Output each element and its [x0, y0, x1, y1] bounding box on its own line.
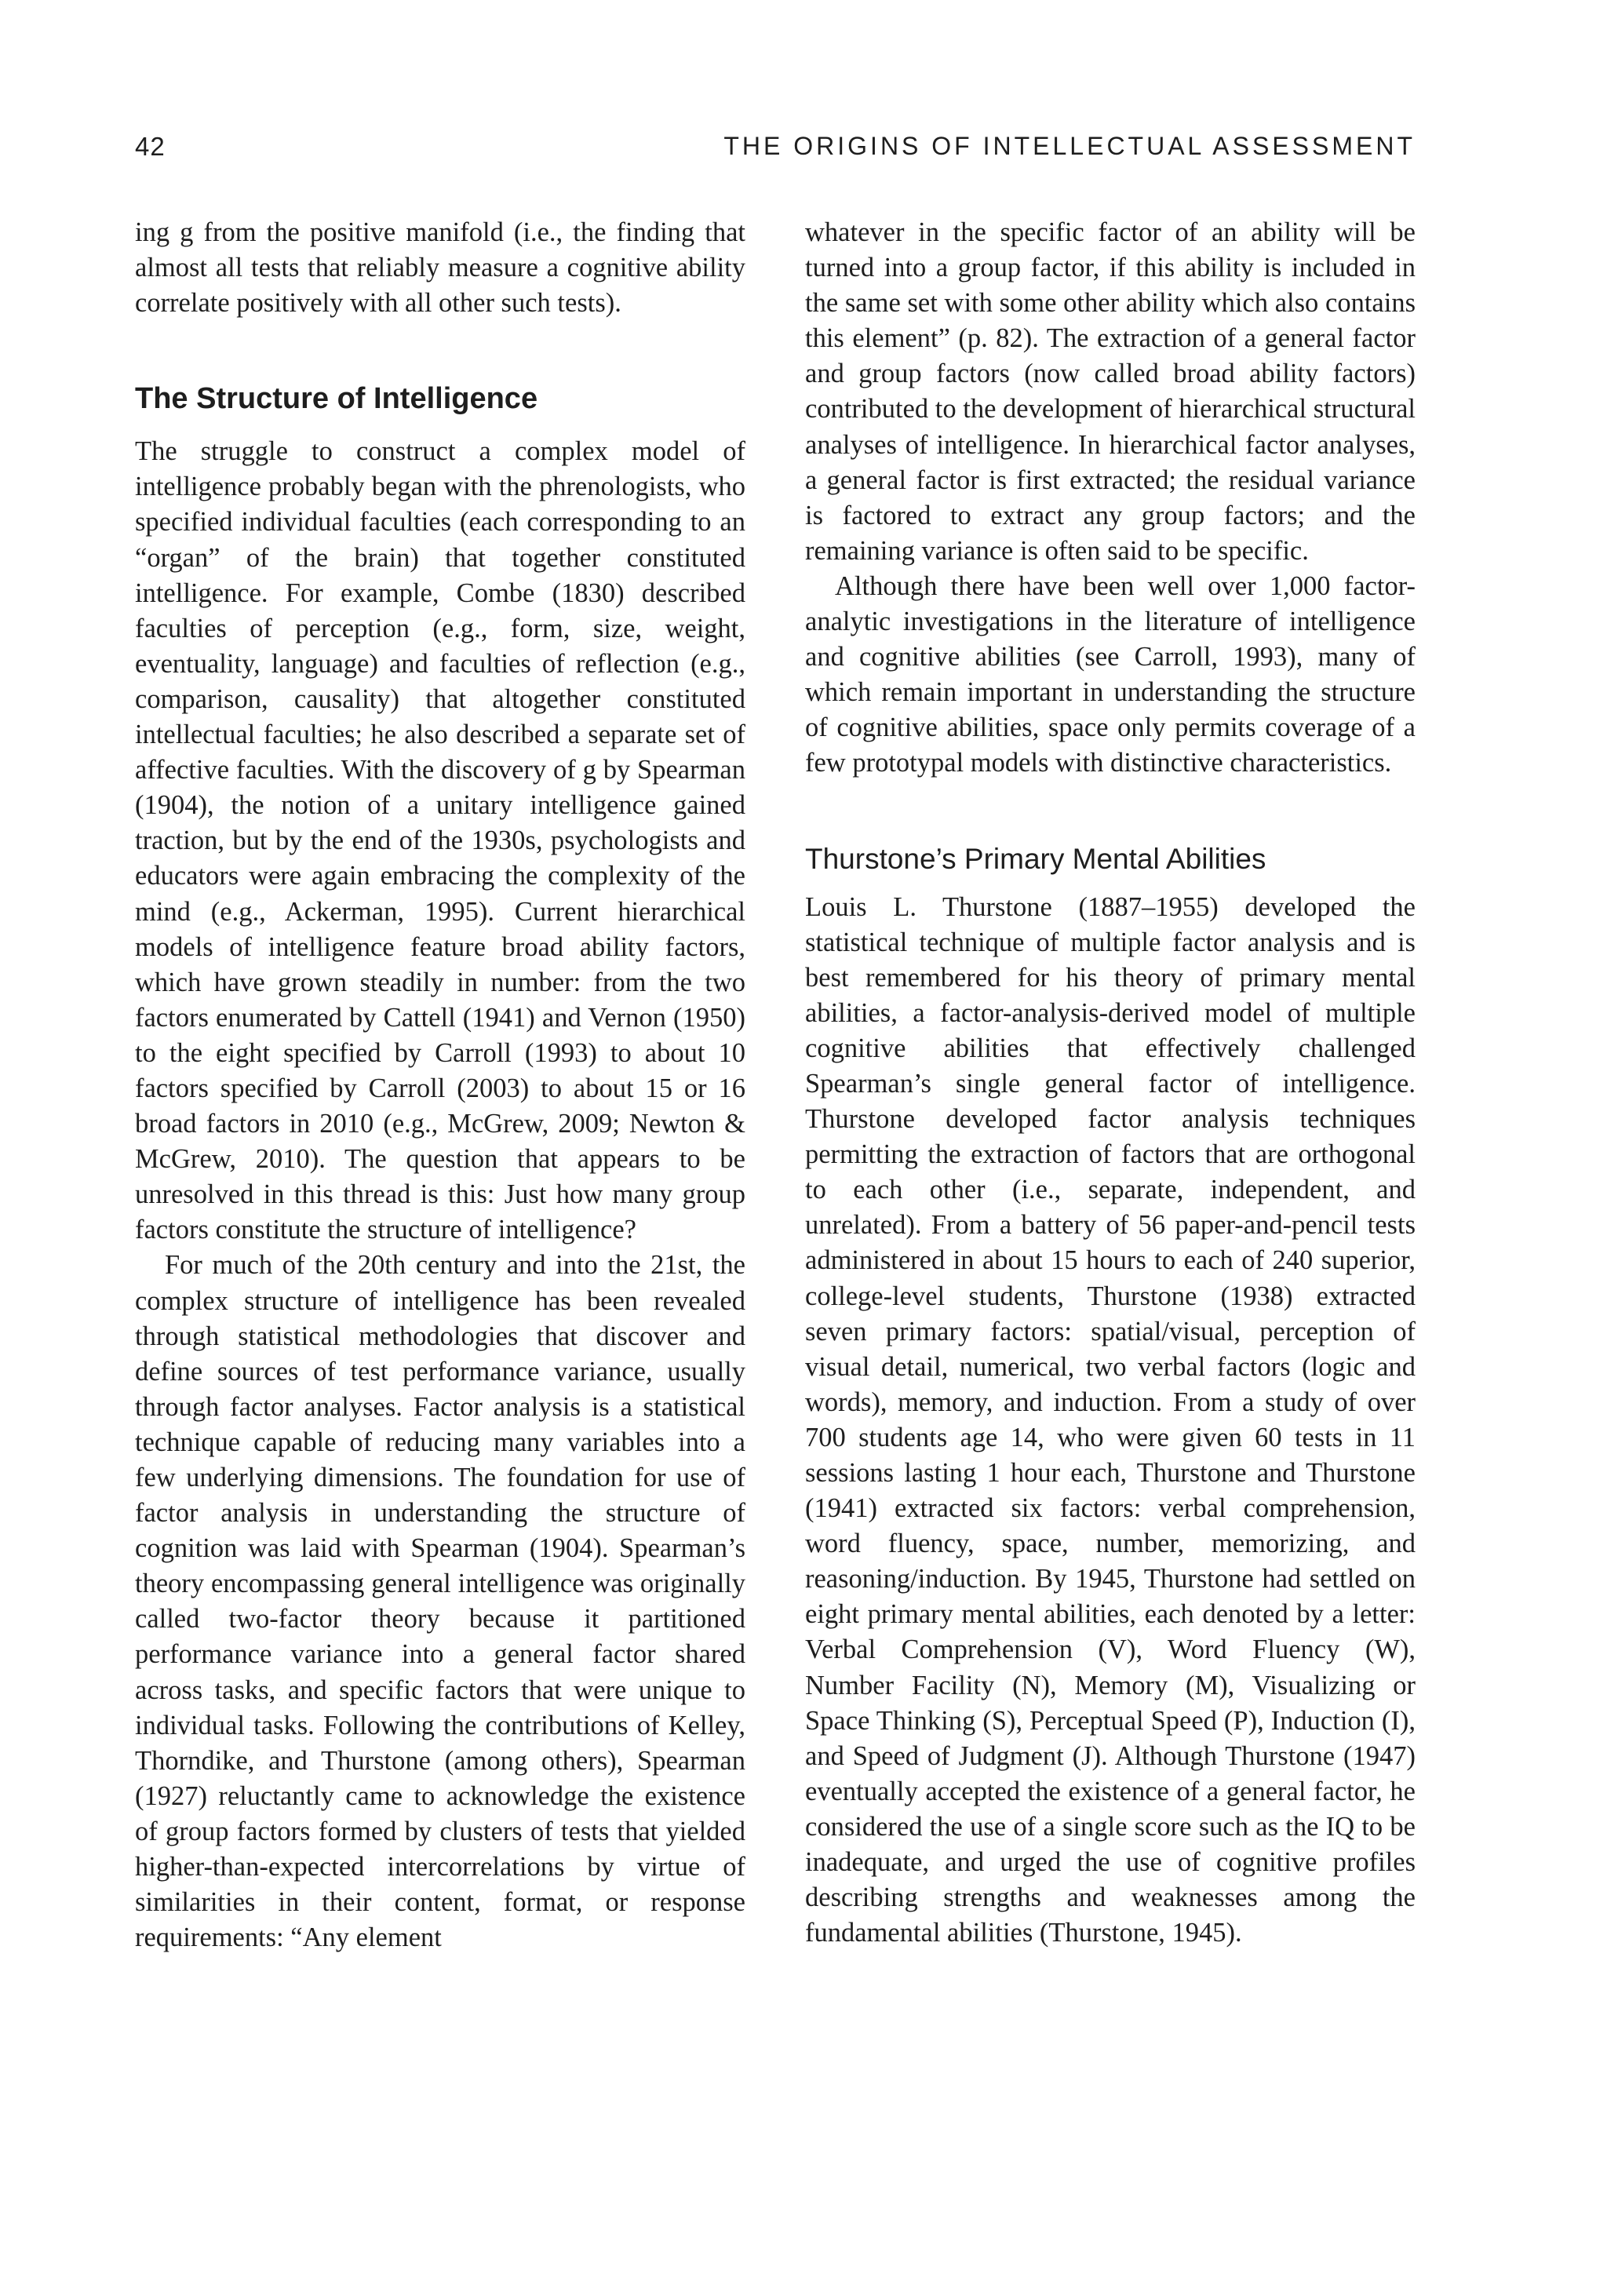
left-column: [135, 215, 745, 1955]
page-header: [135, 132, 1416, 179]
subsection-heading: Thurstone’s Primary Mental Abilities: [805, 842, 1266, 875]
paragraph: For much of the 20th century and into the 21st, the complex structure of intelligence has been revealed through statistical methodologies that discover and define sources of test performance variance, usually through factor analyses. Factor analysis is a statistical technique capable of reducing many variables into a few underlying dimensions. The foundation for use of factor analysis in understanding the structure of cognition was laid with Spearman (1904). Spearman’s theory encompassing general intelligence was originally called two-factor theory because it partitioned performance variance into a general factor shared across tasks, and specific factors that were unique to individual tasks. Following the contributions of Kelley, Thorndike, and Thurstone (among others), Spearman (1927) reluctantly came to acknowledge the existence of group factors formed by clusters of tests that yielded higher-than-expected intercorrelations by virtue of similarities in their content, format, or response requirements: “Any element: [135, 1250, 745, 1953]
paragraph: Louis L. Thurstone (1887–1955) developed the statistical technique of multiple factor analysis and is best remembered for his theory of primary mental abilities, a factor-analysis-derived model of multiple cognitive abilities that effectively challenged Spearman’s single general factor of intelligence. Thurstone developed factor analysis techniques permitting the extraction of factors that are orthogonal to each other (i.e., separate, independent, and unrelated). From a battery of 56 paper-and-pencil tests administered in about 15 hours to each of 240 superior, college-level students, Thurstone (1938) extracted seven primary factors: spatial/visual, perception of visual detail, numerical, two verbal factors (logic and words), memory, and induction. From a study of over 700 students age 14, who were given 60 tests in 11 sessions lasting 1 hour each, Thurstone and Thurstone (1941) extracted six factors: verbal comprehension, word fluency, space, number, memorizing, and reasoning/induction. By 1945, Thurstone had settled on eight primary mental abilities, each denoted by a letter: Verbal Comprehension (V), Word Fluency (W), Number Facility (N), Memory (M), Visualizing or Space Thinking (S), Perceptual Speed (P), Induction (I), and Speed of Judgment (J). Although Thurstone (1947) eventually accepted the existence of a general factor, he considered the use of a single score such as the IQ to be inadequate, and urged the use of cognitive profiles describing strengths and weaknesses among the fundamental abilities (Thurstone, 1945).: [805, 891, 1416, 1948]
running-head: THE ORIGINS OF INTELLECTUAL ASSESSMENT: [723, 132, 1416, 160]
paragraph: The struggle to construct a complex model of intelligence probably began with the phrenologists, who specified individual faculties (each corresponding to an “organ” of the brain) that together constituted intelligence. For example, Combe (1830) described faculties of perception (e.g., form, size, weight, eventuality, language) and faculties of reflection (e.g., comparison, causality) that altogether constituted intellectual faculties; he also described a separate set of affective faculties. With the discovery of g by Spearman (1904), the notion of a unitary intelligence gained traction, but by the end of the 1930s, psychologists and educators were again embracing the complexity of the mind (e.g., Ackerman, 1995). Current hierarchical models of intelligence feature broad ability factors, which have grown steadily in number: from the two factors enumerated by Cattell (1941) and Vernon (1950) to the eight specified by Carroll (1993) to about 10 factors specified by Carroll (2003) to about 15 or 16 broad factors in 2010 (e.g., McGrew, 2009; Newton & McGrew, 2010). The question that appears to be unresolved in this thread is this: Just how many group factors constitute the structure of intelligence?: [135, 436, 745, 1245]
page-number: 42: [135, 132, 166, 161]
right-column: [805, 215, 1416, 1951]
paragraph: Although there have been well over 1,000 factor-analytic investigations in the literature of intelligence and cognitive abilities (see Carroll, 1993), many of which remain important in understanding the structure of cognitive abilities, space only permits coverage of a few prototypal models with distinctive characteristics.: [805, 570, 1416, 778]
continuation-paragraph: whatever in the specific factor of an ability will be turned into a group factor, if this ability is included in the same set with some other ability which also contains this element” (p. 82). The extraction of a general factor and group factors (now called broad ability factors) contributed to the development of hierarchical structural analyses of intelligence. In hierarchical factor analyses, a general factor is first extracted; the residual variance is factored to extract any group factors; and the remaining variance is often said to be specific.: [805, 217, 1416, 566]
continuation-paragraph: ing g from the positive manifold (i.e., the finding that almost all tests that reliably measure a cognitive ability correlate positively with all other such tests).: [135, 217, 745, 319]
section-heading: The Structure of Intelligence: [135, 382, 538, 416]
